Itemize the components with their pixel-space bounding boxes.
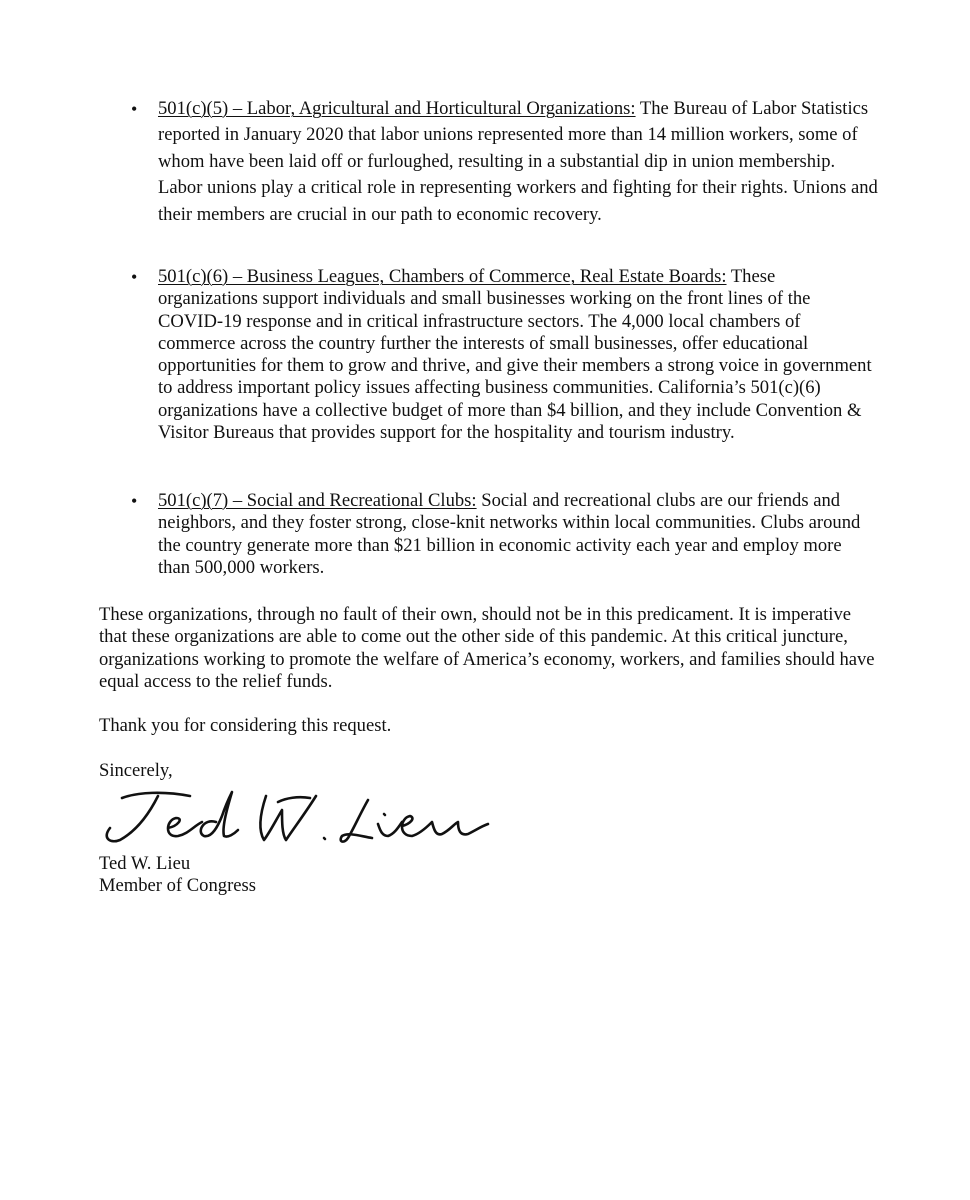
bullet-text: Social and recreational clubs are our friends and neighbors, and they foster strong, close-knit networks within local communities. Clubs around the country generate more than $21 billion in economic activity each year and employ more than 500,000 workers. [158,490,861,578]
signer-block [99,853,256,898]
signer-title: Member of Congress [99,875,256,897]
handwritten-signature [98,782,498,854]
closing-paragraph: These organizations, through no fault of their own, should not be in this predicament. It is imperative that these organizations are able to come out the other side of this pandemic. At this critical juncture, organizations working to promote the welfare of America’s economy, workers, and families should have equal access to the relief funds. [99,604,875,692]
bullet-heading: 501(c)(6) – Business Leagues, Chambers of Commerce, Real Estate Boards: [158,266,727,287]
thank-you-line: Thank you for considering this request. [99,715,392,736]
bullet-item-501c6 [131,266,878,444]
signer-name: Ted W. Lieu [99,853,191,874]
bullet-text: The Bureau of Labor Statistics reported in January 2020 that labor unions represented more than 14 million workers, some of whom have been laid off or furloughed, resulting in a substantial dip in union membership. Labor unions play a critical role in representing workers and fighting for their rights. Unions and their members are crucial in our path to economic recovery. [158,98,878,225]
bullet-heading: 501(c)(5) – Labor, Agricultural and Horticultural Organizations: [158,98,636,119]
bullet-item-501c5 [131,96,878,228]
bullet-text: These organizations support individuals and small businesses working on the front lines of the COVID-19 response and in critical infrastructure sectors. The 4,000 local chambers of commerce across the country further the interests of small businesses, offer educational opportunities for them to grow and thrive, and give their members a strong voice in government to address important policy issues affecting business communities. California’s 501(c)(6) organizations have a collective budget of more than $4 billion, and they include Convention & Visitor Bureaus that provides support for the hospitality and tourism industry. [158,266,872,444]
bullet-dot-icon: • [131,267,138,287]
bullet-dot-icon: • [131,491,138,511]
bullet-heading: 501(c)(7) – Social and Recreational Clubs: [158,490,477,511]
bullet-dot-icon: • [131,99,138,119]
salutation: Sincerely, [99,760,173,781]
bullet-item-501c7 [131,490,878,579]
